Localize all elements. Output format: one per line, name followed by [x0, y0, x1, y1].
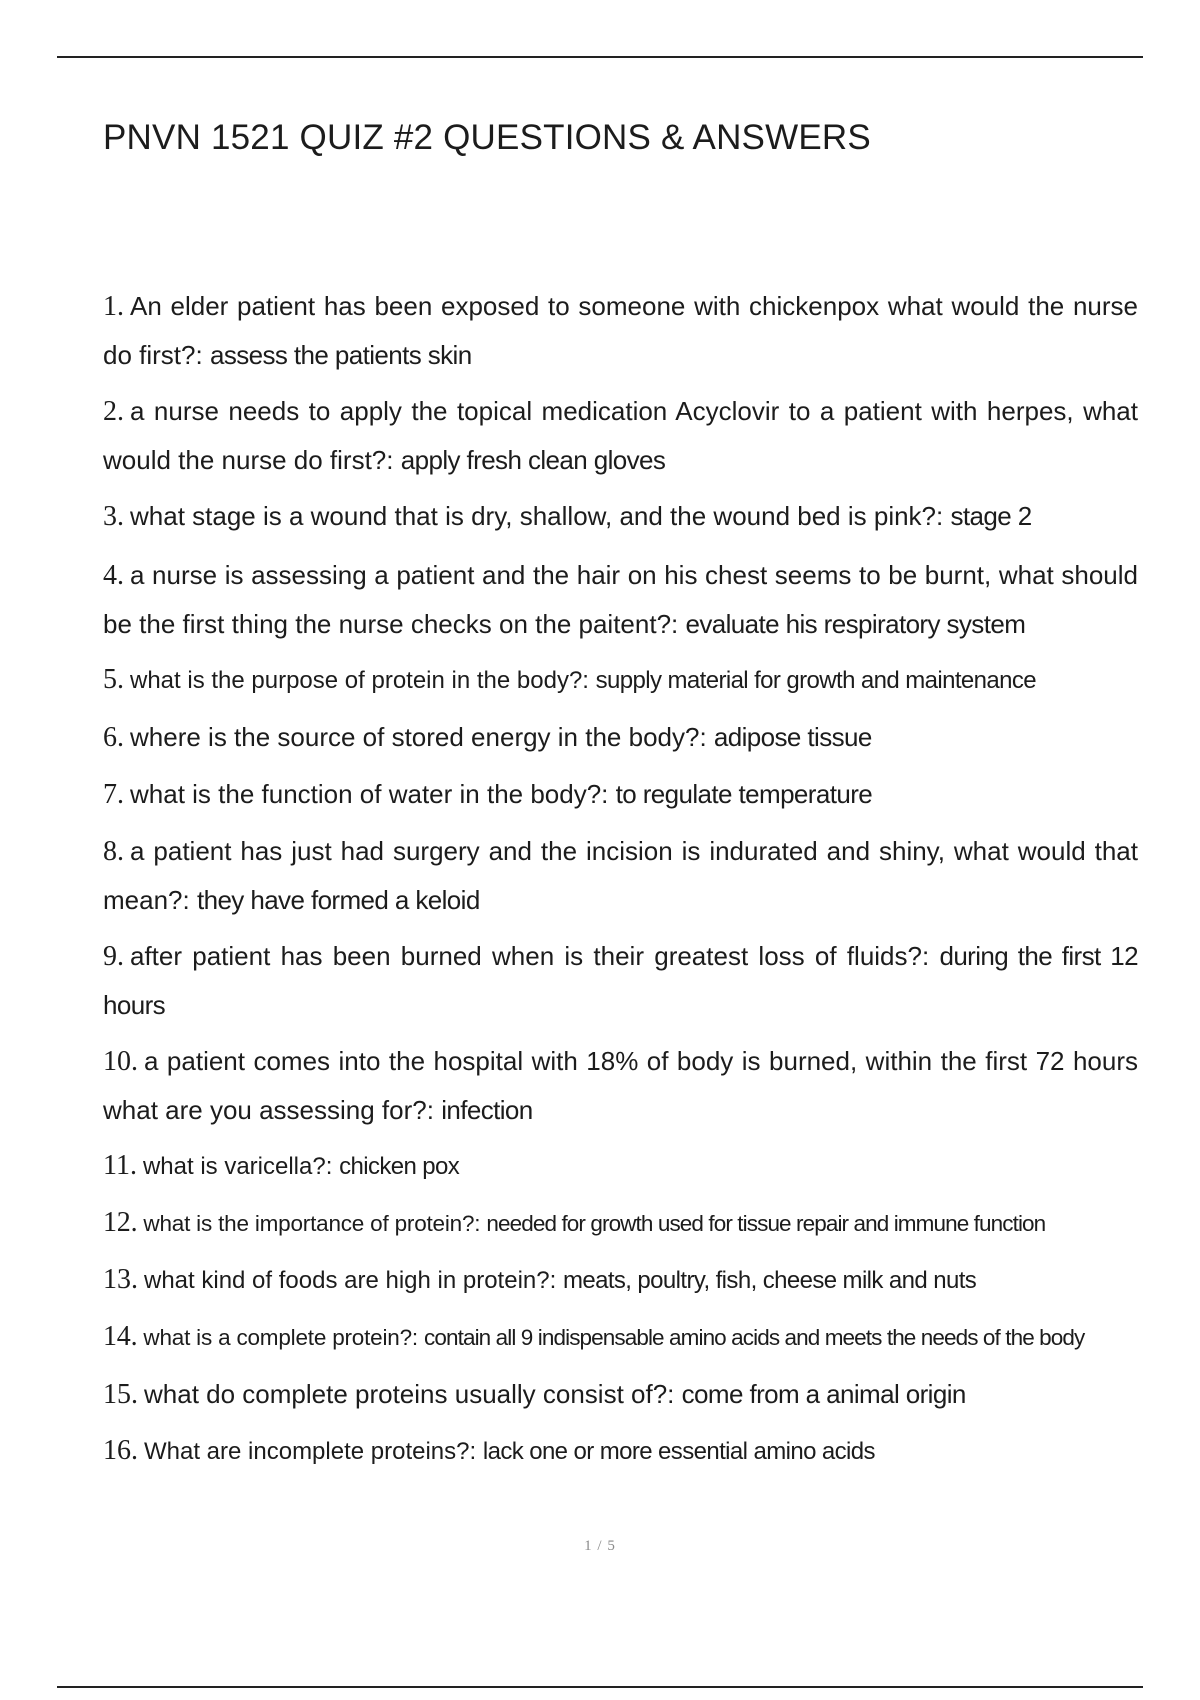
qa-question: where is the source of stored energy in the body?:: [130, 722, 707, 752]
qa-item-10: [103, 1037, 1138, 1134]
qa-answer: meats, poultry, fish, cheese milk and nuts: [562, 1267, 977, 1294]
qa-number: 14.: [103, 1321, 138, 1352]
qa-question: what is the purpose of protein in the body?:: [130, 667, 589, 694]
qa-number: 16.: [103, 1435, 138, 1466]
qa-number: 10.: [103, 1046, 138, 1077]
qa-item-13: [103, 1256, 1138, 1305]
qa-number: 12.: [103, 1207, 138, 1238]
qa-answer: during the first 12 hours: [103, 941, 1138, 1020]
qa-question: a patient has just had surgery and the incision is indurated and shiny, what would that mean?:: [103, 836, 1138, 915]
qa-question: a nurse is assessing a patient and the hair on his chest seems to be burnt, what should be the first thing the nurse checks on the paitent?:: [103, 560, 1138, 639]
qa-number: 9.: [103, 941, 124, 972]
qa-answer: contain all 9 indispensable amino acids and meets the needs of the body: [424, 1325, 1085, 1350]
qa-answer: supply material for growth and maintenance: [595, 667, 1037, 694]
qa-answer: lack one or more essential amino acids: [482, 1438, 875, 1465]
qa-number: 8.: [103, 836, 124, 867]
bottom-rule: [57, 1686, 1143, 1688]
qa-number: 13.: [103, 1264, 138, 1295]
qa-number: 11.: [103, 1150, 137, 1181]
qa-number: 4.: [103, 560, 124, 591]
qa-question: a nurse needs to apply the topical medication Acyclovir to a patient with herpes, what would the nurse do first?:: [103, 396, 1138, 475]
qa-answer: evaluate his respiratory system: [685, 609, 1026, 639]
qa-item-5: [103, 656, 1138, 705]
qa-number: 6.: [103, 722, 124, 753]
qa-number: 7.: [103, 779, 124, 810]
qa-answer: apply fresh clean gloves: [400, 445, 666, 475]
qa-answer: adipose tissue: [713, 722, 872, 752]
qa-item-4: [103, 551, 1138, 648]
qa-item-15: [103, 1370, 1138, 1419]
qa-list: [103, 282, 1138, 1484]
qa-item-2: [103, 387, 1138, 484]
page-number: 1 / 5: [584, 1538, 616, 1554]
qa-item-6: [103, 713, 1138, 762]
qa-question: after patient has been burned when is their greatest loss of fluids?:: [130, 941, 930, 971]
qa-question: An elder patient has been exposed to someone with chickenpox what would the nurse do first?:: [103, 291, 1138, 370]
qa-question: what do complete proteins usually consist of?:: [144, 1379, 675, 1409]
qa-answer: stage 2: [950, 501, 1032, 531]
qa-answer: come from a animal origin: [681, 1379, 966, 1409]
qa-item-9: [103, 932, 1138, 1029]
qa-number: 15.: [103, 1379, 138, 1410]
qa-item-8: [103, 827, 1138, 924]
qa-question: what stage is a wound that is dry, shallow, and the wound bed is pink?:: [130, 501, 944, 531]
qa-answer: infection: [441, 1095, 533, 1125]
qa-number: 2.: [103, 396, 124, 427]
qa-item-16: [103, 1427, 1138, 1476]
qa-question: what is the function of water in the body?:: [130, 779, 609, 809]
qa-item-12: [103, 1199, 1138, 1248]
qa-number: 1.: [103, 291, 124, 322]
qa-number: 5.: [103, 664, 124, 695]
qa-number: 3.: [103, 501, 124, 532]
qa-answer: to regulate temperature: [615, 779, 873, 809]
qa-answer: assess the patients skin: [209, 340, 472, 370]
qa-question: what is varicella?:: [142, 1153, 333, 1180]
qa-question: What are incomplete proteins?:: [144, 1438, 477, 1465]
qa-item-14: [103, 1313, 1138, 1362]
qa-question: what is a complete protein?:: [143, 1325, 418, 1350]
qa-answer: chicken pox: [339, 1153, 460, 1180]
qa-answer: they have formed a keloid: [196, 885, 480, 915]
qa-item-7: [103, 770, 1138, 819]
qa-question: what is the importance of protein?:: [143, 1211, 481, 1236]
qa-question: a patient comes into the hospital with 18% of body is burned, within the first 72 hours what are you assessing for?:: [103, 1046, 1138, 1125]
qa-item-1: [103, 282, 1138, 379]
page-title: PNVN 1521 QUIZ #2 QUESTIONS & ANSWERS: [103, 118, 871, 157]
qa-answer: needed for growth used for tissue repair and immune function: [486, 1211, 1046, 1236]
qa-question: what kind of foods are high in protein?:: [144, 1267, 557, 1294]
top-rule: [57, 56, 1143, 58]
qa-item-11: [103, 1142, 1138, 1191]
qa-item-3: [103, 492, 1138, 541]
